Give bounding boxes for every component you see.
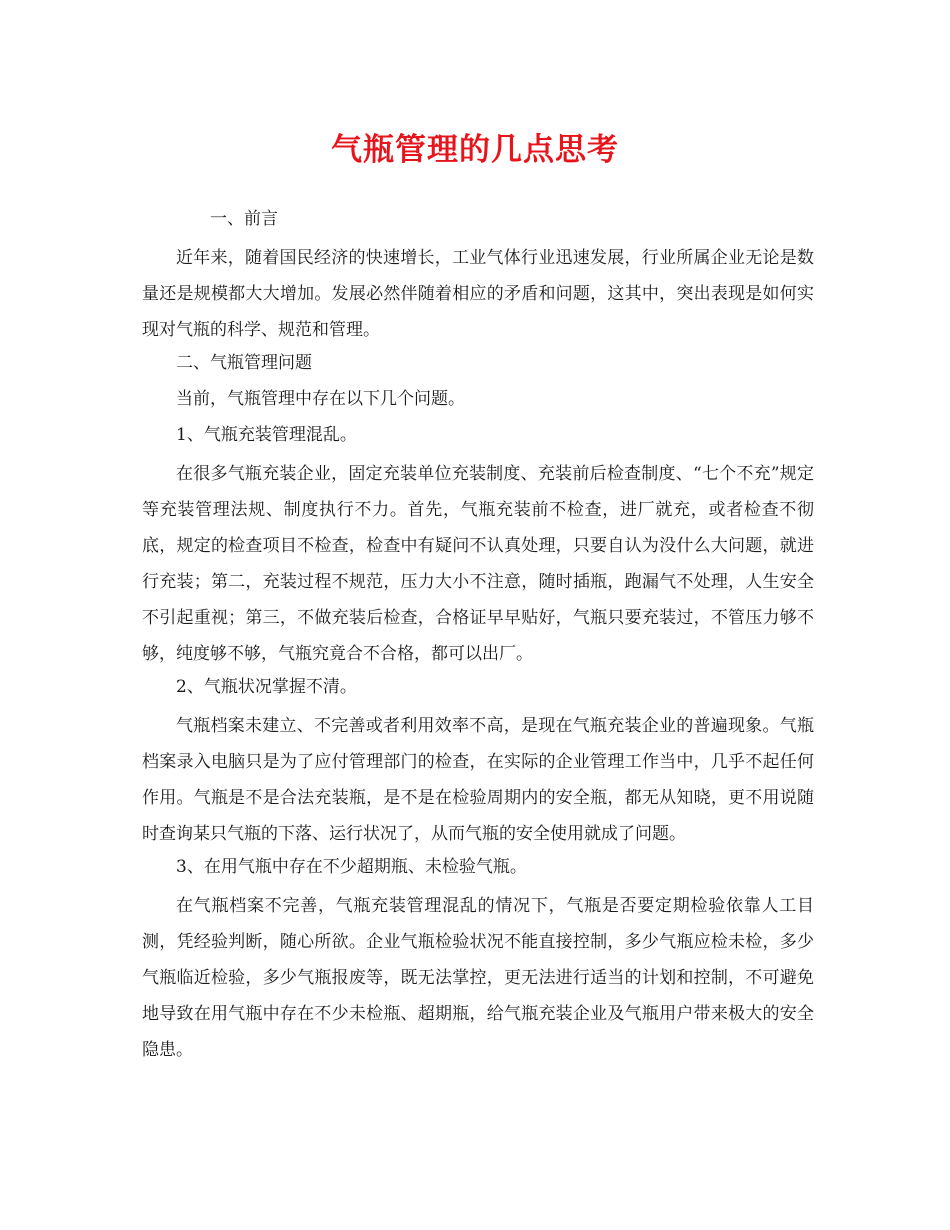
paragraph-overdue-cylinders: 在气瓶档案不完善，气瓶充装管理混乱的情况下，气瓶是否要定期检验依靠人工目测，凭经验判断，随心所欲。企业气瓶检验状况不能直接控制，多少气瓶应检未检，多少气瓶临近检验，多少气瓶报废等，既无法掌控，更无法进行适当的计划和控制，不可避免地导致在用气瓶中存在不少未检瓶、超期瓶，给气瓶充装企业及气瓶用户带来极大的安全隐患。 bbox=[142, 896, 814, 1060]
paragraph-intro-problems: 当前，气瓶管理中存在以下几个问题。 bbox=[176, 389, 465, 409]
paragraph-filling-management: 在很多气瓶充装企业，固定充装单位充装制度、充装前后检查制度、“七个不充”规定等充装管理法规、制度执行不力。首先，气瓶充装前不检查，进厂就充，或者检查不彻底，规定的检查项目不检查，检查中有疑问不认真处理，只要自认为没什么大问题，就进行充装；第二，充装过程不规范，压力大小不注意，随时插瓶，跑漏气不处理，人生安全不引起重视；第三，不做充装后检查，合格证早早贴好，气瓶只要充装过，不管压力够不够，纯度够不够，气瓶究竟合不合格，都可以出厂。 bbox=[142, 464, 814, 664]
subheading-overdue-cylinders: 3、在用气瓶中存在不少超期瓶、未检验气瓶。 bbox=[176, 857, 527, 877]
paragraph-cylinder-status: 气瓶档案未建立、不完善或者利用效率不高，是现在气瓶充装企业的普遍现象。气瓶档案录入电脑只是为了应付管理部门的检查，在实际的企业管理工作当中，几乎不起任何作用。气瓶是不是合法充装瓶，是不是在检验周期内的安全瓶，都无从知晓，更不用说随时查询某只气瓶的下落、运行状况了，从而气瓶的安全使用就成了问题。 bbox=[142, 716, 814, 844]
document-body bbox=[142, 204, 814, 1068]
document-title: 气瓶管理的几点思考 bbox=[331, 132, 619, 168]
subheading-filling-management: 1、气瓶充装管理混乱。 bbox=[176, 425, 357, 445]
section-heading-problems: 二、气瓶管理问题 bbox=[176, 353, 312, 373]
paragraph-preface: 近年来，随着国民经济的快速增长，工业气体行业迅速发展，行业所属企业无论是数量还是规模都大大增加。发展必然伴随着相应的矛盾和问题，这其中，突出表现是如何实现对气瓶的科学、规范和管理。 bbox=[142, 248, 814, 340]
subheading-cylinder-status: 2、气瓶状况掌握不清。 bbox=[176, 677, 357, 697]
section-heading-preface: 一、前言 bbox=[210, 209, 278, 229]
